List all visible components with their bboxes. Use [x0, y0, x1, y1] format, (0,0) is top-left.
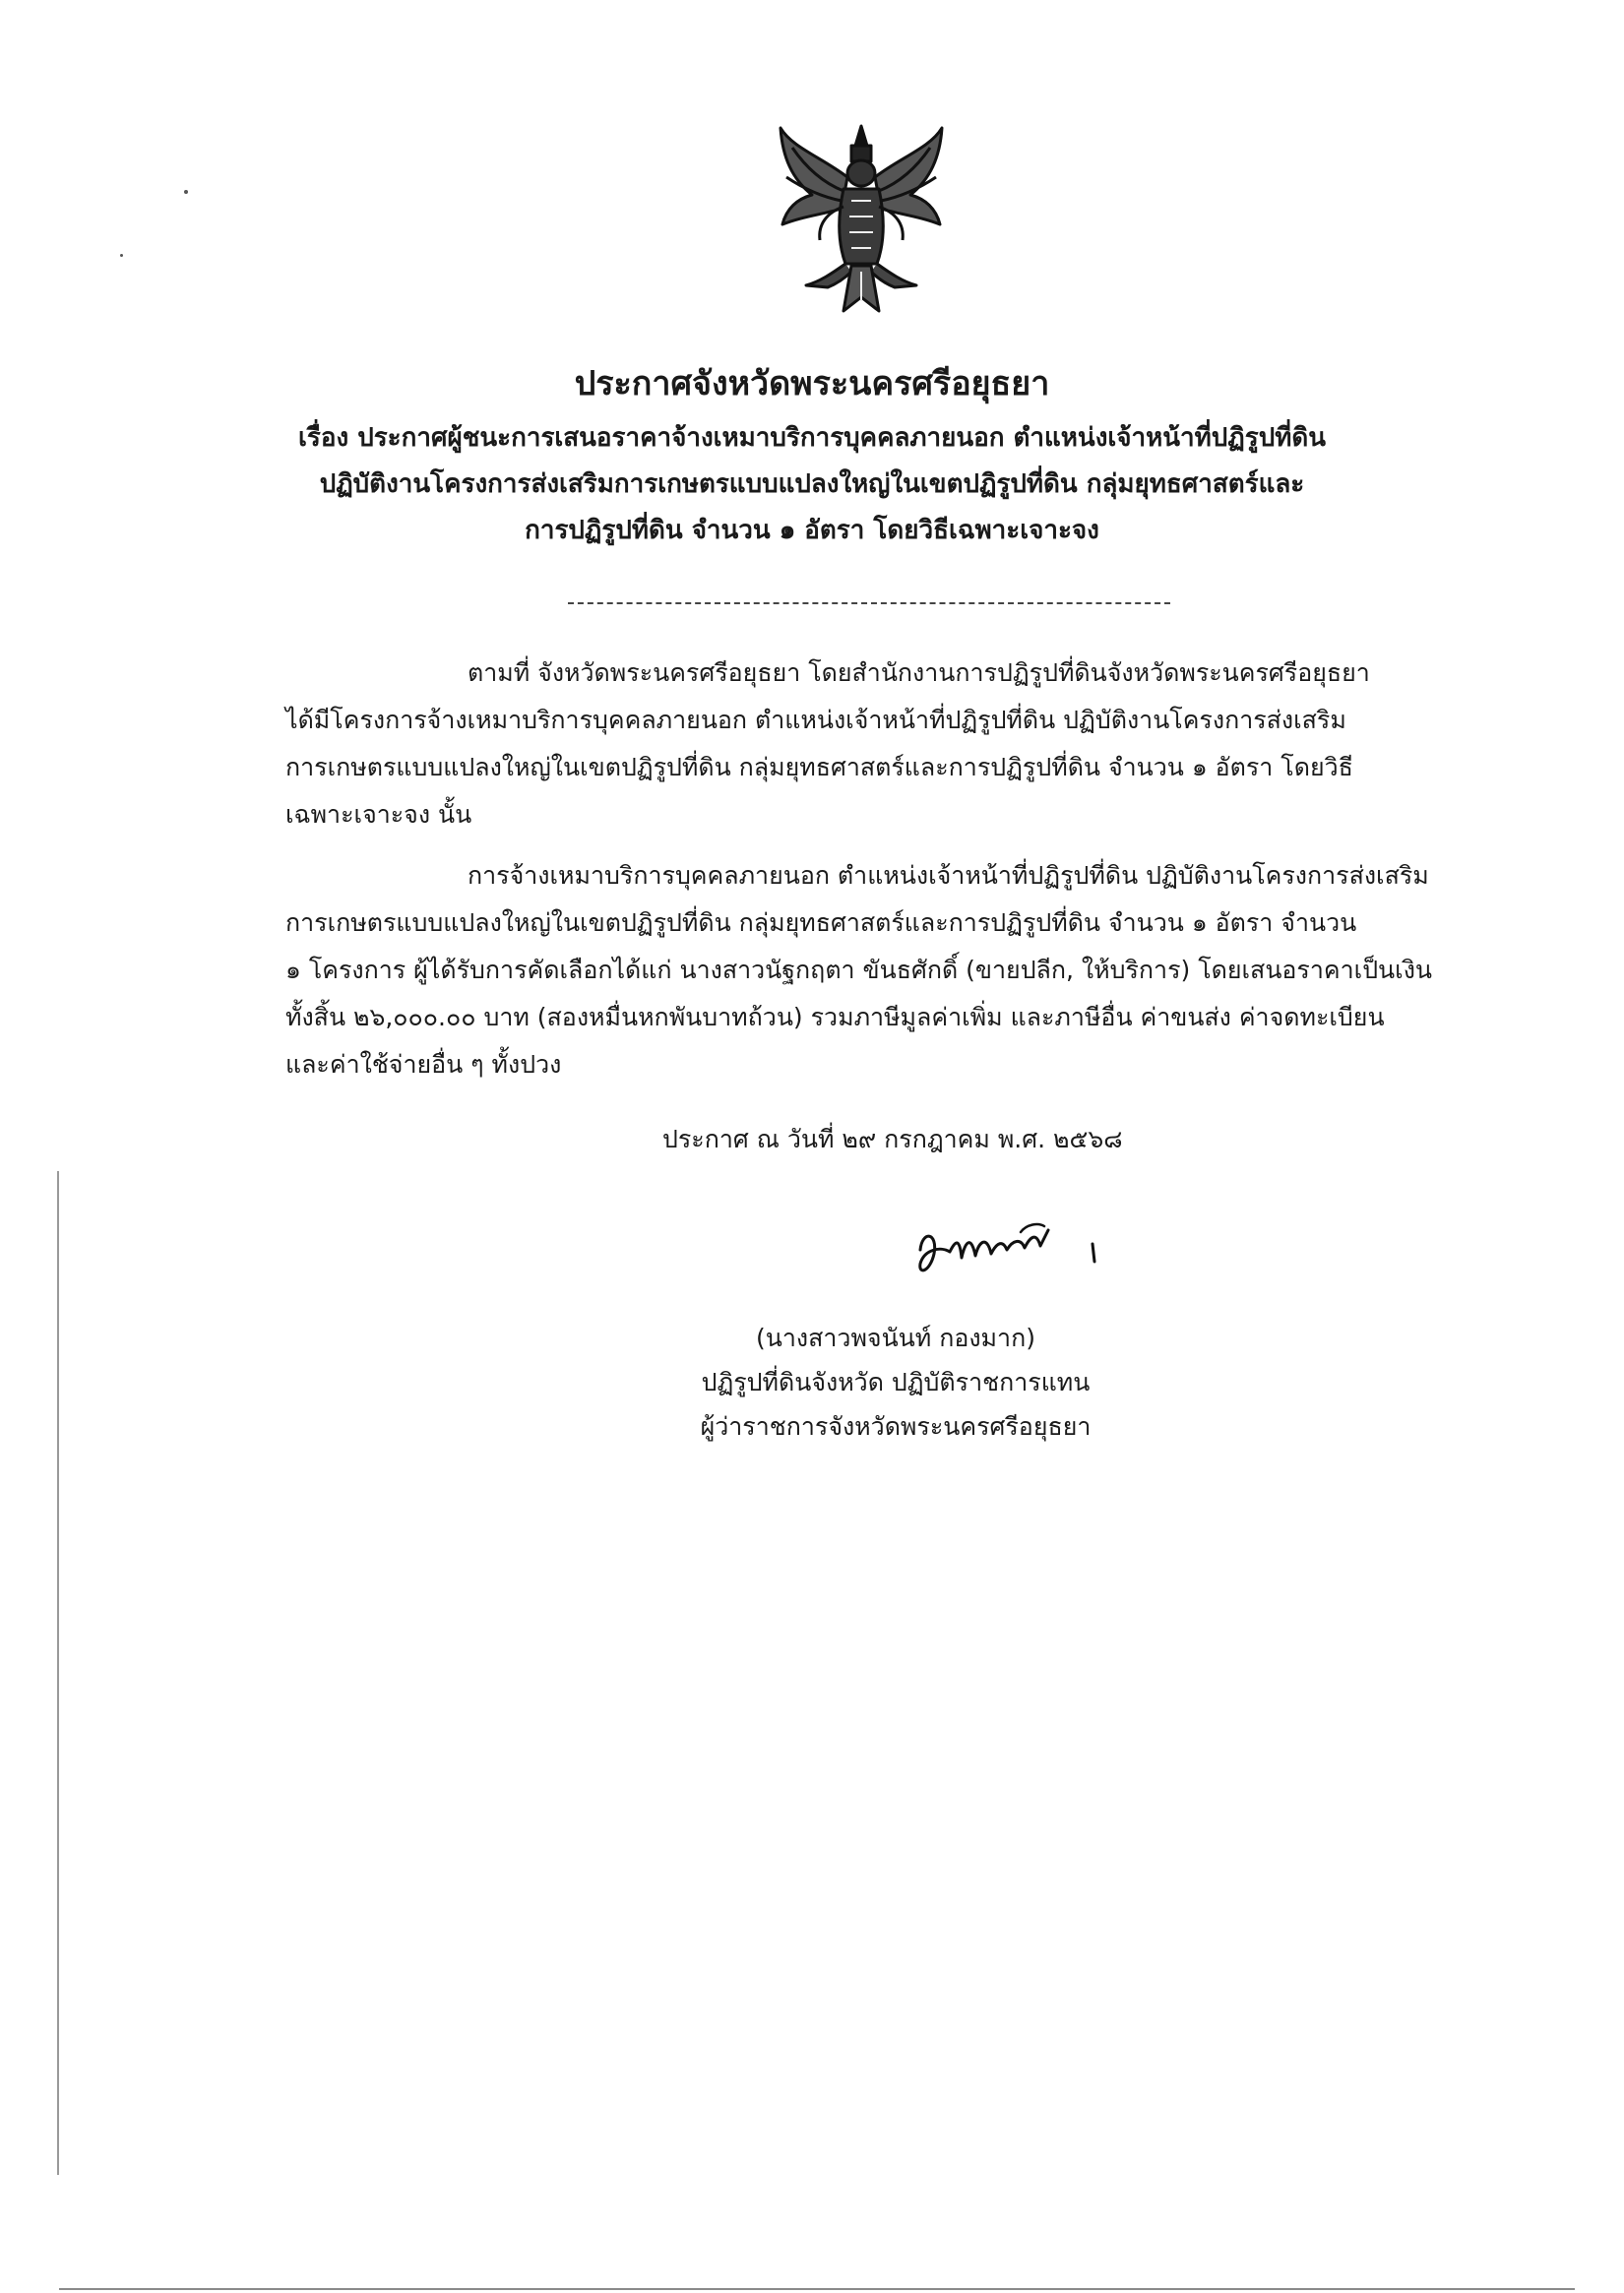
signer-block [630, 1316, 1161, 1449]
announcement-date: ประกาศ ณ วันที่ ๒๙ กรกฎาคม พ.ศ. ๒๕๖๘ [662, 1125, 1123, 1153]
paragraph-line: ๑ โครงการ ผู้ได้รับการคัดเลือกได้แก่ นางสาวนัฐกฤตา ขันธศักดิ์ (ขายปลีก, ให้บริการ) โดยเสนอราคาเป็นเงิน [285, 956, 1432, 984]
scan-edge-left [57, 1171, 59, 2175]
scan-speck [120, 254, 123, 257]
paragraph-line: ได้มีโครงการจ้างเหมาบริการบุคคลภายนอก ตำแหน่งเจ้าหน้าที่ปฏิรูปที่ดิน ปฏิบัติงานโครงการส่งเสริม [285, 706, 1346, 734]
scan-edge-bottom [59, 2288, 1575, 2290]
paragraph-line: การจ้างเหมาบริการบุคคลภายนอก ตำแหน่งเจ้าหน้าที่ปฏิรูปที่ดิน ปฏิบัติงานโครงการส่งเสริม [468, 861, 1429, 890]
paragraph-line: ตามที่ จังหวัดพระนครศรีอยุธยา โดยสำนักงานการปฏิรูปที่ดินจังหวัดพระนครศรีอยุธยา [468, 658, 1370, 687]
paragraph-line: การเกษตรแบบแปลงใหญ่ในเขตปฏิรูปที่ดิน กลุ่มยุทธศาสตร์และการปฏิรูปที่ดิน จำนวน ๑ อัตรา โดยวิธี [285, 753, 1353, 781]
garuda-emblem-icon [773, 118, 950, 325]
signer-position: ผู้ว่าราชการจังหวัดพระนครศรีอยุธยา [700, 1412, 1092, 1441]
subject-line: ปฏิบัติงานโครงการส่งเสริมการเกษตรแบบแปลงใหญ่ในเขตปฏิรูปที่ดิน กลุ่มยุทธศาสตร์และ [319, 469, 1305, 499]
paragraph-line: และค่าใช้จ่ายอื่น ๆ ทั้งปวง [285, 1050, 562, 1079]
signer-name: (นางสาวพจนันท์ กองมาก) [756, 1324, 1035, 1352]
subject-line: การปฏิรูปที่ดิน จำนวน ๑ อัตรา โดยวิธีเฉพาะเจาะจง [525, 516, 1099, 545]
scan-speck [184, 190, 188, 194]
subject-line: เรื่อง ประกาศผู้ชนะการเสนอราคาจ้างเหมาบริการบุคคลภายนอก ตำแหน่งเจ้าหน้าที่ปฏิรูปที่ดิน [297, 423, 1326, 453]
signer-position: ปฏิรูปที่ดินจังหวัด ปฏิบัติราชการแทน [701, 1368, 1091, 1396]
announcement-title: ประกาศจังหวัดพระนครศรีอยุธยา [574, 364, 1050, 403]
paragraph-line: การเกษตรแบบแปลงใหญ่ในเขตปฏิรูปที่ดิน กลุ่มยุทธศาสตร์และการปฏิรูปที่ดิน จำนวน ๑ อัตรา จำนวน [285, 908, 1357, 937]
paragraph-line: ทั้งสิ้น ๒๖,๐๐๐.๐๐ บาท (สองหมื่นหกพันบาทถ้วน) รวมภาษีมูลค่าเพิ่ม และภาษีอื่น ค่าขนส่ง ค่าจดทะเบียน [285, 1003, 1385, 1031]
handwritten-signature [910, 1210, 1137, 1289]
paragraph-background [285, 650, 1462, 838]
dashed-divider [568, 602, 1170, 604]
paragraph-award [285, 852, 1462, 1088]
paragraph-line: เฉพาะเจาะจง นั้น [285, 800, 472, 829]
subject-block [0, 415, 1624, 554]
